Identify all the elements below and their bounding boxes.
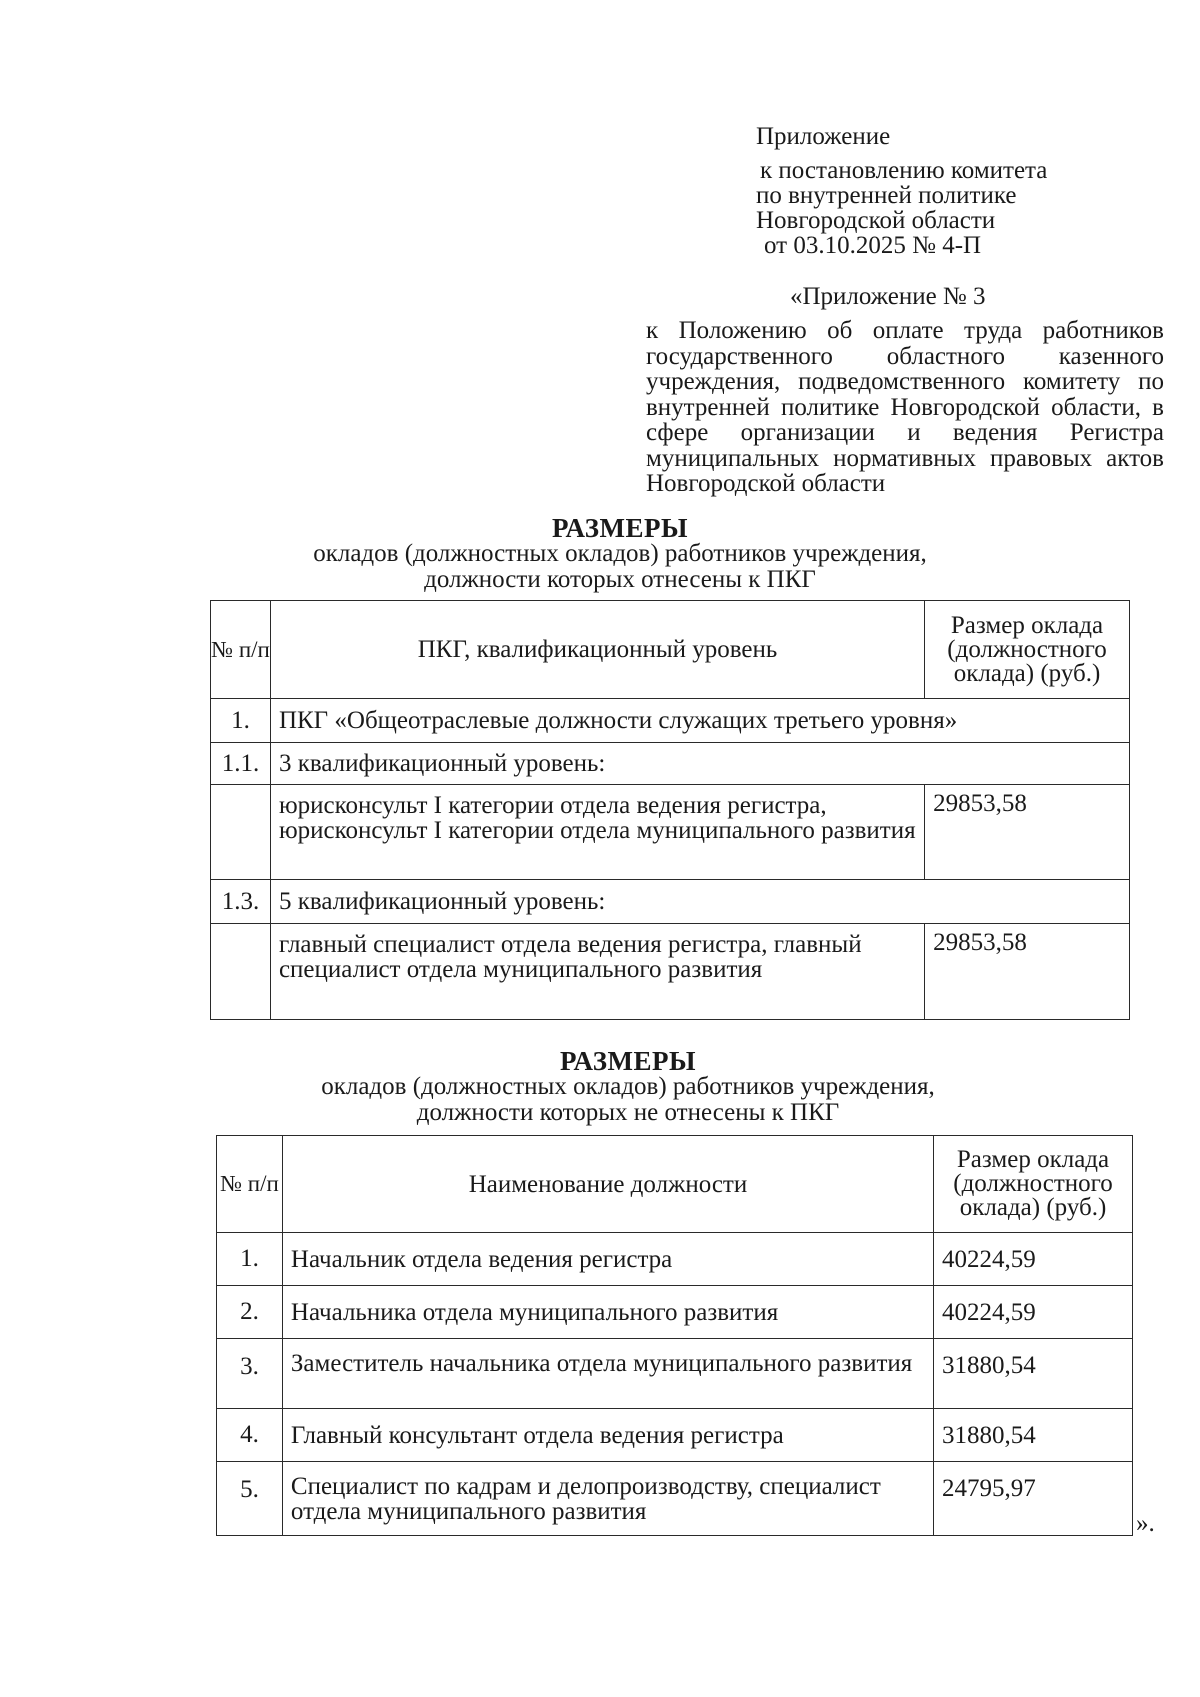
- header-name: ПКГ, квалификационный уровень: [270, 601, 924, 699]
- row-num: [211, 785, 271, 880]
- row-name: юрисконсульт I категории отдела ведения регистра, юрисконсульт I категории отдела муниципального развития: [270, 785, 924, 880]
- row-value: 31880,54: [934, 1339, 1133, 1409]
- row-num: 1.: [217, 1233, 283, 1286]
- table-header-row: [217, 1136, 1133, 1233]
- table-row: [211, 743, 1130, 785]
- header-value: Размер оклада (должностного оклада) (руб.): [925, 601, 1130, 699]
- row-num: 4.: [217, 1409, 283, 1462]
- table2-heading: [28, 1048, 1200, 1126]
- row-name: 3 квалификационный уровень:: [270, 743, 1129, 785]
- attachment-line: к постановлению комитета: [760, 157, 1048, 184]
- header-num: № п/п: [217, 1136, 283, 1233]
- table2-subtitle: окладов (должностных окладов) работников учреждения,: [321, 1073, 935, 1100]
- row-name: Главный консультант отдела ведения регистра: [282, 1409, 933, 1462]
- row-num: 1.: [211, 699, 271, 743]
- table-row: [211, 924, 1130, 1020]
- row-name: Заместитель начальника отдела муниципального развития: [282, 1339, 933, 1409]
- row-num: 5.: [217, 1462, 283, 1536]
- row-name: Начальника отдела муниципального развития: [282, 1286, 933, 1339]
- closing-quote-mark: ».: [1136, 1510, 1155, 1537]
- appendix-position-text: к Положению об оплате труда работников государственного областного казенного учреждения, подведомственного комитету по внутренней политике Новгородской области, в сфере организации и ведения Регистра муниципальных нормативных правовых актов Новгородской области: [646, 317, 1164, 497]
- row-name: Специалист по кадрам и делопроизводству, специалист отдела муниципального развития: [282, 1462, 933, 1536]
- row-value: 31880,54: [934, 1409, 1133, 1462]
- table-row: [217, 1286, 1133, 1339]
- table-row: [217, 1233, 1133, 1286]
- header-num: № п/п: [211, 601, 271, 699]
- row-value: 29853,58: [925, 785, 1130, 880]
- table2-subtitle: должности которых не отнесены к ПКГ: [416, 1099, 840, 1126]
- row-value: 29853,58: [925, 924, 1130, 1020]
- row-name: Начальник отдела ведения регистра: [282, 1233, 933, 1286]
- salary-table-non-pkg: [216, 1135, 1133, 1536]
- table1-heading: [20, 515, 1200, 593]
- row-name: 5 квалификационный уровень:: [270, 880, 1129, 924]
- table1-subtitle: окладов (должностных окладов) работников учреждения,: [313, 540, 927, 567]
- row-value: 40224,59: [934, 1286, 1133, 1339]
- table-row: [211, 699, 1130, 743]
- appendix-label: «Приложение № 3: [790, 283, 986, 310]
- table1-title: РАЗМЕРЫ: [551, 513, 689, 543]
- table-row: [211, 880, 1130, 924]
- row-num: [211, 924, 271, 1020]
- table-row: [217, 1462, 1133, 1536]
- header-value: Размер оклада (должностного оклада) (руб.): [934, 1136, 1133, 1233]
- table2-title: РАЗМЕРЫ: [559, 1046, 697, 1076]
- attachment-line: Новгородской области: [756, 207, 996, 234]
- attachment-line: по внутренней политике: [756, 182, 1017, 209]
- table-row: [217, 1409, 1133, 1462]
- row-num: 3.: [217, 1339, 283, 1409]
- table-header-row: [211, 601, 1130, 699]
- table1-subtitle: должности которых отнесены к ПКГ: [424, 566, 816, 593]
- attachment-title: Приложение: [756, 123, 891, 150]
- row-value: 24795,97: [934, 1462, 1133, 1536]
- salary-table-pkg: [210, 600, 1130, 1020]
- row-name: ПКГ «Общеотраслевые должности служащих третьего уровня»: [270, 699, 1129, 743]
- row-num: 1.1.: [211, 743, 271, 785]
- row-value: 40224,59: [934, 1233, 1133, 1286]
- attachment-date-number: от 03.10.2025 № 4-П: [764, 232, 982, 259]
- table-row: [211, 785, 1130, 880]
- table-row: [217, 1339, 1133, 1409]
- row-num: 1.3.: [211, 880, 271, 924]
- attachment-block: [756, 124, 1047, 258]
- row-name: главный специалист отдела ведения регистра, главный специалист отдела муниципального развития: [270, 924, 924, 1020]
- header-name: Наименование должности: [282, 1136, 933, 1233]
- row-num: 2.: [217, 1286, 283, 1339]
